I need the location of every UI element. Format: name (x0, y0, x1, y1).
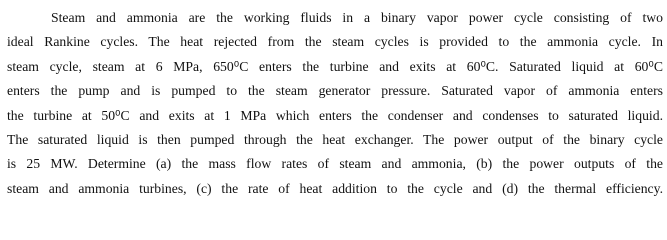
problem-line-7: is 25 MW. Determine (a) the mass flow rates of steam and ammonia, (b) the power outputs of the (7, 156, 663, 172)
problem-line-5: the turbine at 50⁰C and exits at 1 MPa which enters the condenser and condenses to saturated liquid. (7, 107, 663, 123)
problem-line-8: steam and ammonia turbines, (c) the rate of heat addition to the cycle and (d) the thermal efficiency. (7, 180, 663, 196)
problem-line-1: Steam and ammonia are the working fluids in a binary vapor power cycle consisting of two (51, 10, 663, 25)
problem-line-3: steam cycle, steam at 6 MPa, 650⁰C enters the turbine and exits at 60⁰C. Saturated liquid at 60⁰C (7, 58, 663, 74)
problem-statement (7, 6, 663, 201)
problem-line-2: ideal Rankine cycles. The heat rejected from the steam cycles is provided to the ammonia cycle. In (7, 34, 663, 50)
problem-line-4: enters the pump and is pumped to the steam generator pressure. Saturated vapor of ammonia enters (7, 83, 663, 99)
problem-line-6: The saturated liquid is then pumped through the heat exchanger. The power output of the binary cycle (7, 132, 663, 148)
